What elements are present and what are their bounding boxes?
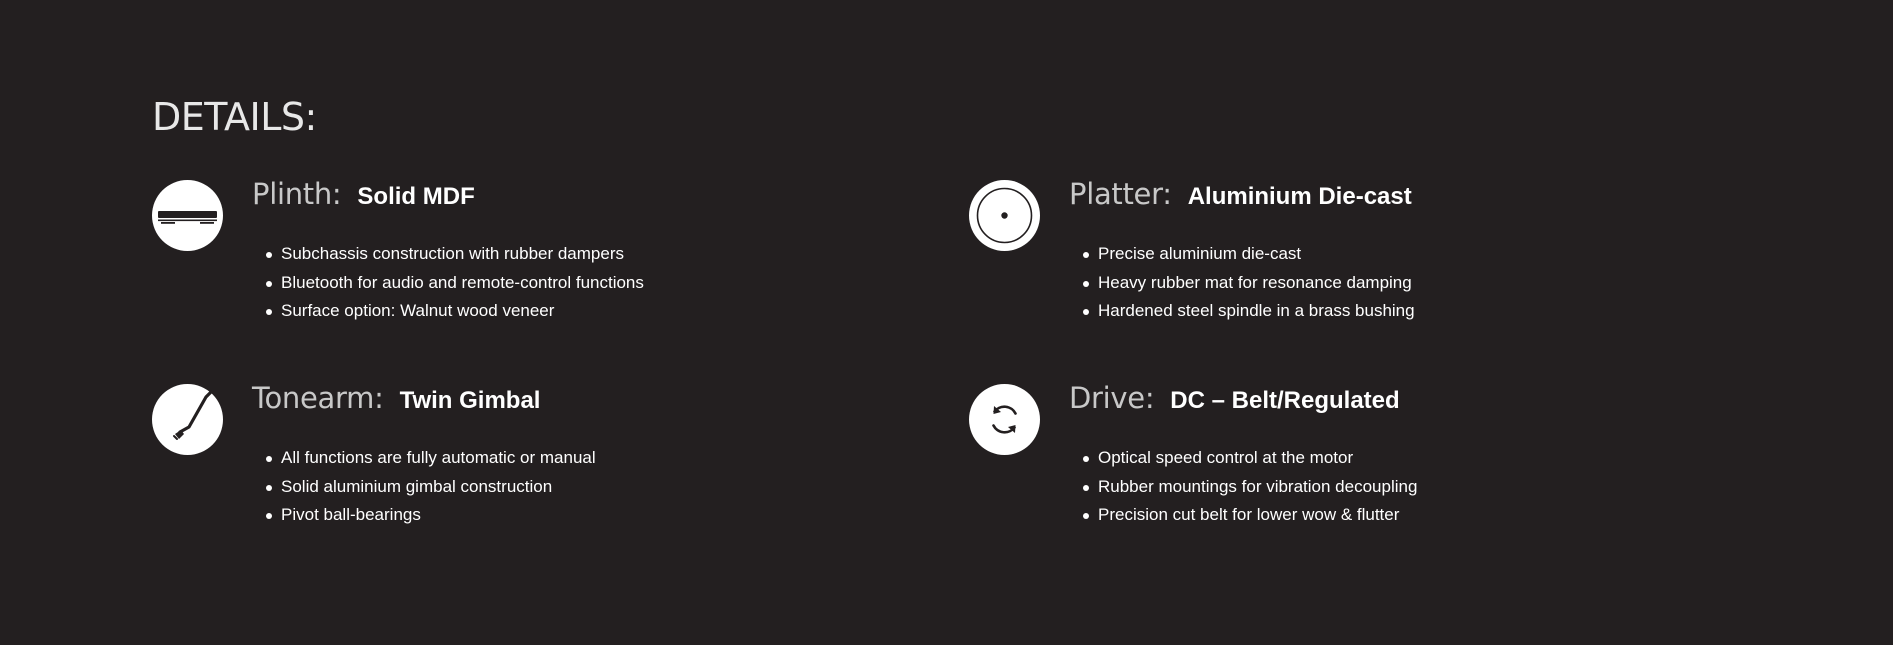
feature-plinth [152,177,912,340]
list-item: Precision cut belt for lower wow & flutter [1098,501,1417,530]
list-item: Hardened steel spindle in a brass bushing [1098,297,1415,326]
feature-value: Solid MDF [357,183,475,210]
list-item: Precise aluminium die-cast [1098,240,1415,269]
feature-bullet-list [1080,444,1417,530]
feature-bullet-list [1080,240,1415,326]
feature-bullet-list [263,240,644,326]
list-item: Rubber mountings for vibration decoupling [1098,473,1417,502]
feature-value: Twin Gimbal [399,387,541,414]
list-item: Pivot ball-bearings [281,501,596,530]
feature-platter [969,177,1729,340]
list-item: Surface option: Walnut wood veneer [281,297,644,326]
section-title: DETAILS: [152,95,317,139]
list-item: Optical speed control at the motor [1098,444,1417,473]
tonearm-icon [152,384,223,455]
feature-label: Tonearm: [252,381,384,415]
feature-heading [252,177,475,211]
feature-label: Platter: [1069,177,1172,211]
feature-heading [1069,381,1400,415]
feature-heading [252,381,541,415]
feature-value: DC – Belt/Regulated [1170,387,1400,414]
drive-icon [969,384,1040,455]
list-item: Solid aluminium gimbal construction [281,473,596,502]
list-item: Subchassis construction with rubber dampers [281,240,644,269]
feature-label: Drive: [1069,381,1155,415]
plinth-icon [152,180,223,251]
feature-bullet-list [263,444,596,530]
feature-drive [969,381,1729,544]
feature-tonearm [152,381,912,544]
list-item: Heavy rubber mat for resonance damping [1098,269,1415,298]
feature-label: Plinth: [252,177,342,211]
feature-value: Aluminium Die-cast [1187,183,1412,210]
list-item: Bluetooth for audio and remote-control functions [281,269,644,298]
feature-heading [1069,177,1412,211]
platter-icon [969,180,1040,251]
list-item: All functions are fully automatic or manual [281,444,596,473]
